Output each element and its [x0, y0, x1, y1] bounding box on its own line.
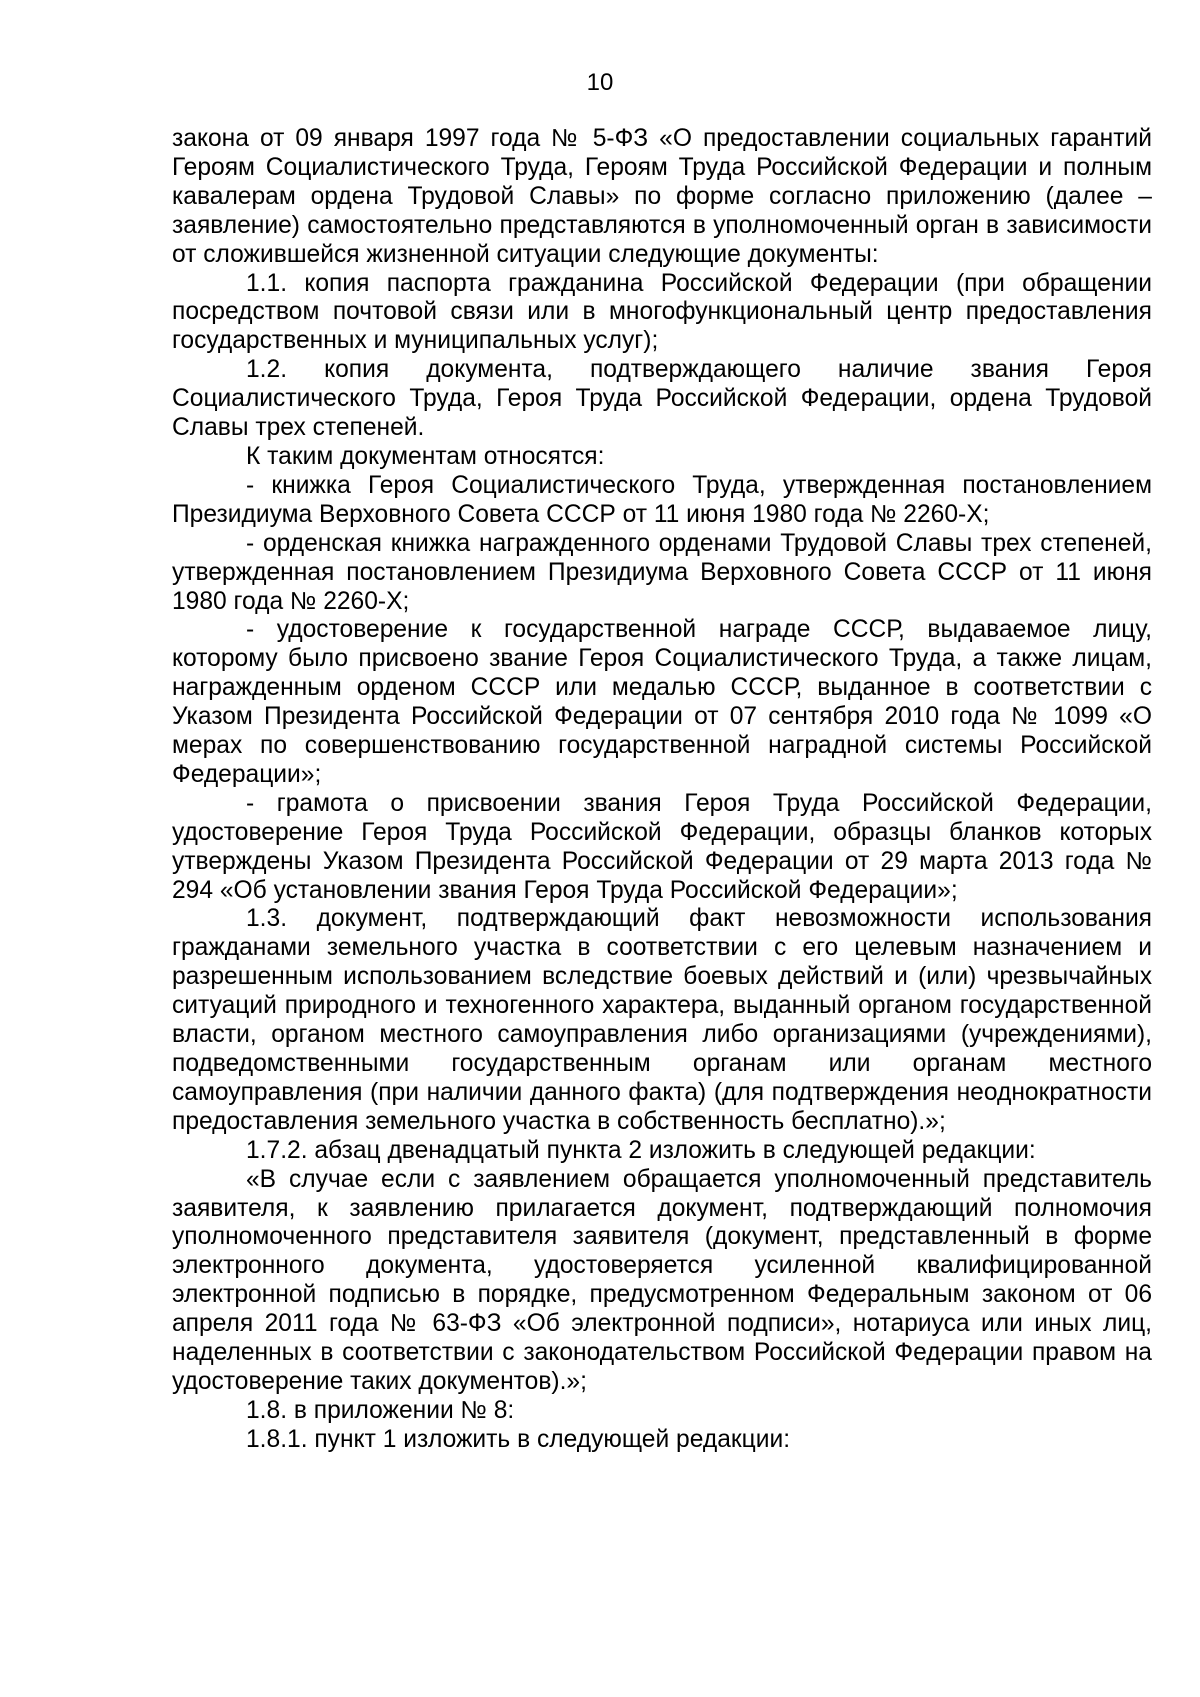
paragraph-documents-heading: К таким документам относятся: — [246, 442, 605, 470]
paragraph-bullet-hero-diploma: - грамота о присвоении звания Героя Труда Российской Федерации, удостоверение Героя Труда Российской Федерации, образцы бланков которых утверждены Указом Президента Российской Федерации от 29 марта 2013 года № 294 «Об установлении звания Героя Труда Российской Федерации»; — [172, 789, 1152, 904]
paragraph-intro: закона от 09 января 1997 года № 5-ФЗ «О предоставлении социальных гарантий Героям Социалистического Труда, Героям Труда Российской Федерации и полным кавалерам ордена Трудовой Славы» по форме согласно приложению (далее – заявление) самостоятельно представляются в уполномоченный орган в зависимости от сложившейся жизненной ситуации следующие документы: — [172, 125, 1152, 268]
paragraph-item-1-2: 1.2. копия документа, подтверждающего наличие звания Героя Социалистического Труда, Героя Труда Российской Федерации, ордена Трудовой Славы трех степеней. — [172, 356, 1152, 442]
paragraph-item-1-1: 1.1. копия паспорта гражданина Российской Федерации (при обращении посредством почтовой связи или в многофункциональный центр предоставления государственных и муниципальных услуг); — [172, 269, 1152, 355]
paragraph-bullet-ussr-certificate: - удостоверение к государственной награде СССР, выдаваемое лицу, которому было присвоено звание Героя Социалистического Труда, а также лицам, награжденным орденом СССР или медалью СССР, выданное в соответствии с Указом Президента Российской Федерации от 07 сентября 2010 года № 1099 «О мерах по совершенствованию государственной наградной системы Российской Федерации»; — [172, 616, 1152, 788]
paragraph-representative-clause: «В случае если с заявлением обращается уполномоченный представитель заявителя, к заявлению прилагается документ, подтверждающий полномочия уполномоченного представителя заявителя (документ, представленный в форме электронного документа, удостоверяется усиленной квалифицированной электронной подписью в порядке, предусмотренном Федеральным законом от 06 апреля 2011 года № 63-ФЗ «Об электронной подписи», нотариуса или иных лиц, наделенных в соответствии с законодательством Российской Федерации правом на удостоверение таких документов).»; — [172, 1165, 1152, 1395]
paragraph-bullet-hero-book: - книжка Героя Социалистического Труда, утвержденная постановлением Президиума Верховного Совета СССР от 11 июня 1980 года № 2260-Х; — [172, 471, 1152, 528]
document-body — [172, 125, 1152, 1455]
paragraph-item-1-8-1: 1.8.1. пункт 1 изложить в следующей редакции: — [246, 1425, 791, 1453]
paragraph-item-1-7-2: 1.7.2. абзац двенадцатый пункта 2 изложить в следующей редакции: — [246, 1136, 1036, 1164]
page-number: 10 — [586, 69, 614, 96]
paragraph-item-1-8: 1.8. в приложении № 8: — [246, 1396, 515, 1424]
paragraph-bullet-order-book: - орденская книжка награжденного орденами Трудовой Славы трех степеней, утвержденная постановлением Президиума Верховного Совета СССР от 11 июня 1980 года № 2260-Х; — [172, 529, 1152, 615]
paragraph-item-1-3: 1.3. документ, подтверждающий факт невозможности использования гражданами земельного участка в соответствии с его целевым назначением и разрешенным использованием вследствие боевых действий и (или) чрезвычайных ситуаций природного и техногенного характера, выданный органом государственной власти, органом местного самоуправления либо организациями (учреждениями), подведомственными государственным органам или органам местного самоуправления (при наличии данного факта) (для подтверждения неоднократности предоставления земельного участка в собственность бесплатно).»; — [172, 905, 1152, 1135]
